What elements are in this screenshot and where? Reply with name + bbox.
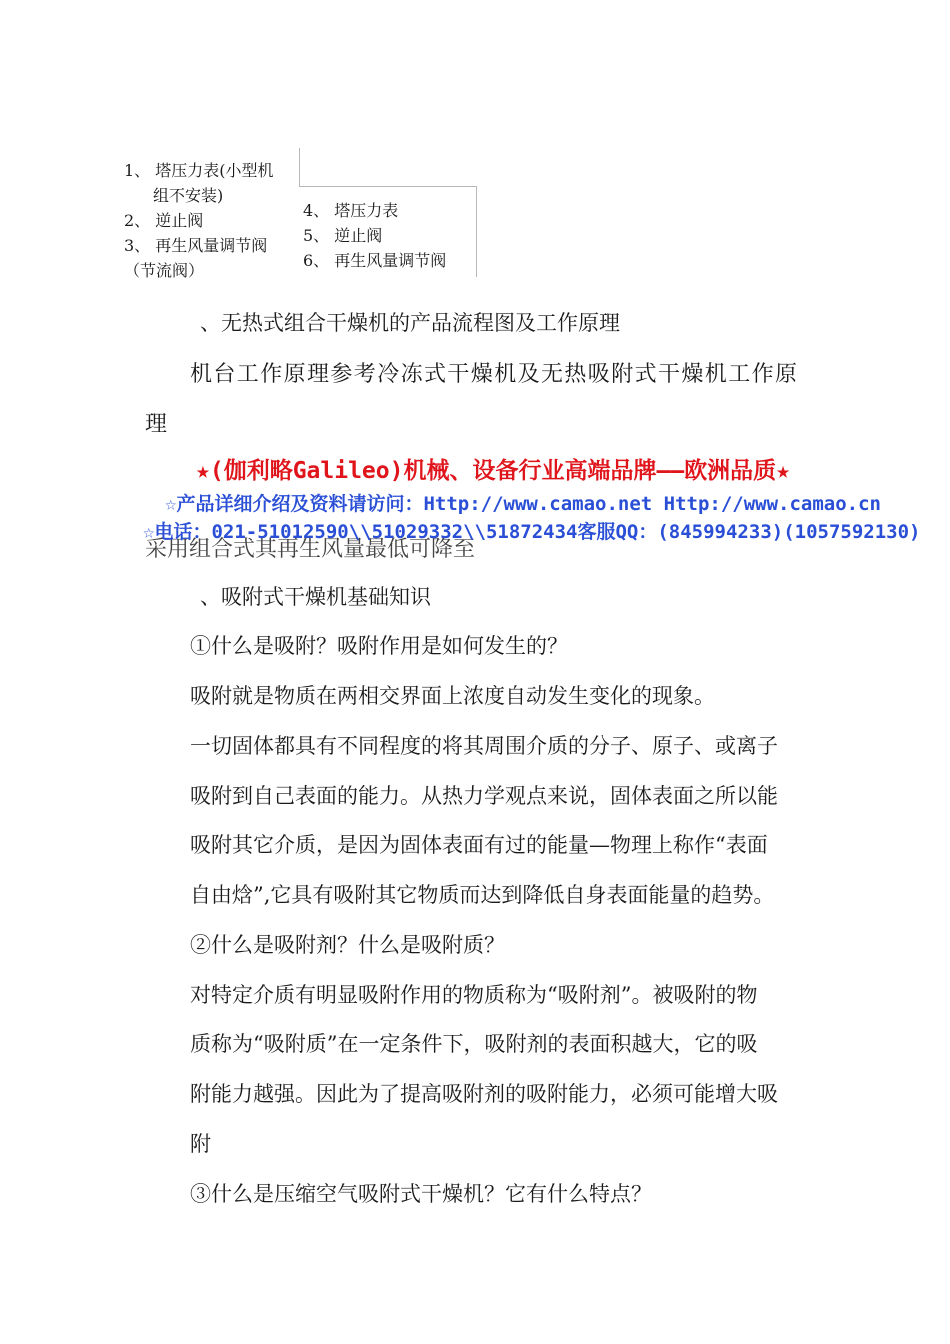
- section-heading: 、无热式组合干燥机的产品流程图及工作原理: [200, 311, 620, 335]
- paragraph-line: 吸附就是物质在两相交界面上浓度自动发生变化的现象。: [190, 684, 715, 708]
- question-2: ②什么是吸附剂？什么是吸附质？: [190, 933, 505, 957]
- partially-hidden-line: 采用组合式其再生风量最低可降至: [145, 537, 476, 562]
- list-item: 1、 塔压力表(小型机: [124, 161, 274, 180]
- question-3: ③什么是压缩空气吸附式干燥机？它有什么特点？: [190, 1182, 652, 1206]
- list-item: （节流阀）: [124, 261, 205, 280]
- paragraph-line: 附能力越强。因此为了提高吸附剂的吸附能力，必须可能增大吸: [190, 1082, 778, 1106]
- paragraph-line: 质称为“吸附质”在一定条件下，吸附剂的表面积越大，它的吸: [190, 1032, 758, 1056]
- paragraph-line: 理: [145, 412, 168, 437]
- section-heading: 、吸附式干燥机基础知识: [200, 585, 431, 609]
- legend-box-divider: [299, 148, 300, 186]
- paragraph-line: 吸附到自己表面的能力。从热力学观点来说，固体表面之所以能: [190, 784, 778, 808]
- list-item: 4、 塔压力表: [303, 201, 399, 220]
- paragraph-line: 一切固体都具有不同程度的将其周围介质的分子、原子、或离子: [190, 734, 778, 758]
- question-1: ①什么是吸附？吸附作用是如何发生的？: [190, 634, 568, 658]
- paragraph-line: 吸附其它介质，是因为固体表面有过的能量—物理上称作“表面: [190, 833, 768, 857]
- paragraph-line: 附: [190, 1132, 211, 1156]
- list-item: 5、 逆止阀: [303, 226, 383, 245]
- list-item: 6、 再生风量调节阀: [303, 251, 447, 270]
- advert-contact-line: ☆电话：021-51012590\\51029332\\51872434客服QQ：(845994233)(1057592130): [143, 521, 921, 543]
- list-item: 2、 逆止阀: [124, 211, 204, 230]
- list-item: 3、 再生风量调节阀: [124, 236, 268, 255]
- advert-banner-title: ★(伽利略Galileo)机械、设备行业高端品牌——欧洲品质★: [196, 458, 791, 484]
- paragraph-line: 对特定介质有明显吸附作用的物质称为“吸附剂”。被吸附的物: [190, 983, 758, 1007]
- paragraph-line: 机台工作原理参考冷冻式干燥机及无热吸附式干燥机工作原: [190, 362, 799, 387]
- paragraph-line: 自由焓”,它具有吸附其它物质而达到降低自身表面能量的趋势。: [190, 883, 775, 907]
- advert-website-line: ☆产品详细介绍及资料请访问：Http://www.camao.net Http://www.camao.cn: [165, 493, 881, 515]
- list-item: 组不安装): [153, 186, 224, 205]
